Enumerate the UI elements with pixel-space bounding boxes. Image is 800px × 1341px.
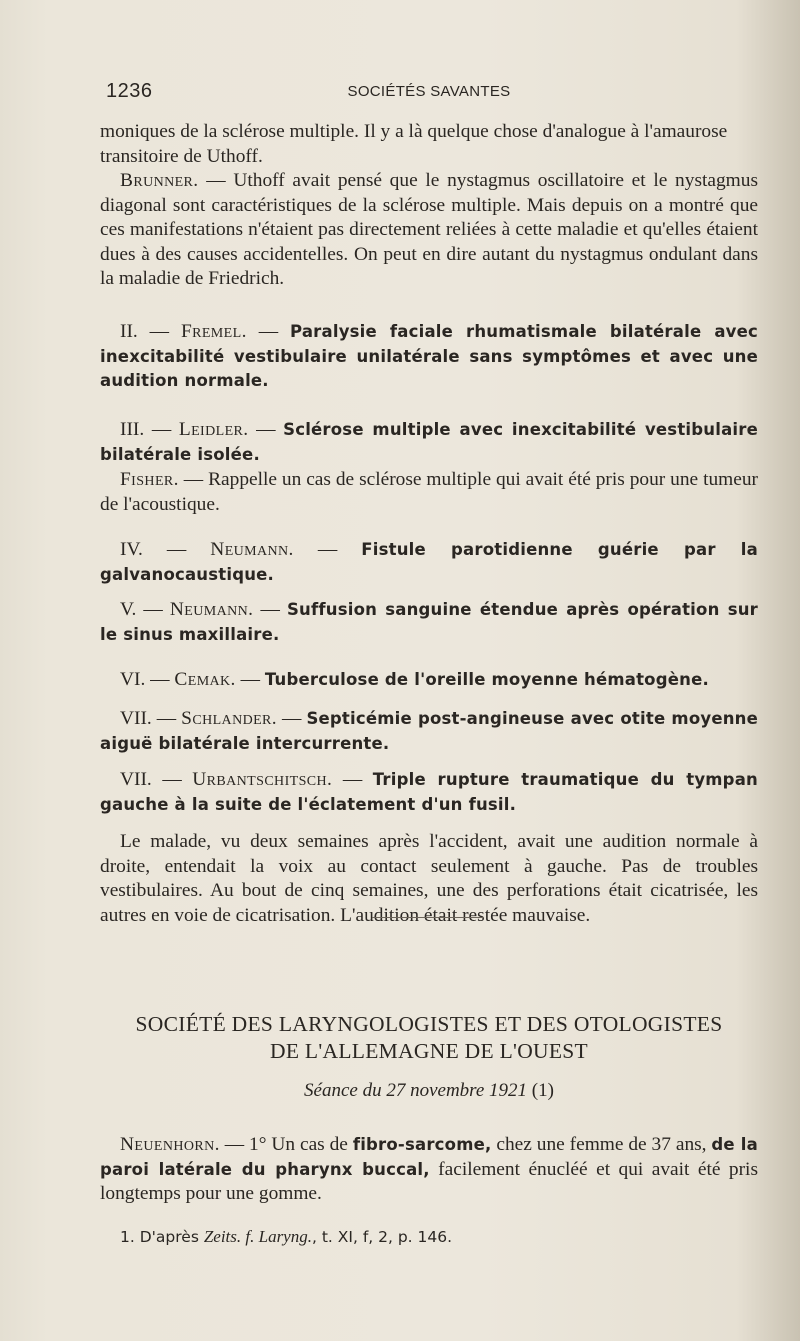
entry-number: II. —	[120, 321, 181, 342]
entry-title: Sclérose multiple avec inexcitabilité vestibulaire bilatérale isolée.	[100, 420, 758, 464]
author-name: Urbantschitsch.	[192, 769, 333, 790]
paragraph-text: — Uthoff avait pensé que le nystagmus oscillatoire et le nystagmus diagonal sont caractéristiques de la sclérose multiple. Mais depuis on a montré que ces manifestations n'étaient pas directement reliées à cette maladie et qu'elles étaient dues à des causes accidentelles. On peut en dire autant du nystagmus ondulant dans la maladie de Friedrich.	[100, 170, 758, 289]
entry-vii	[100, 707, 758, 756]
author-name: Neumann.	[210, 539, 294, 560]
entry-number: VII. —	[120, 708, 182, 729]
separator: —	[277, 708, 307, 729]
entry-number: III. —	[120, 419, 179, 440]
paragraph-text: moniques de la sclérose multiple. Il y a là quelque chose d'analogue à l'amaurose transitoire de Uthoff.	[100, 121, 728, 167]
page-number: 1236	[106, 80, 153, 102]
bold-term: de la paroi latérale du pharynx buccal,	[100, 1135, 759, 1179]
bold-term: fibro-sarcome,	[352, 1135, 492, 1154]
entry-number: V. —	[120, 599, 170, 620]
separator: —	[248, 419, 284, 440]
section-divider	[372, 917, 484, 918]
author-name: Fremel.	[180, 321, 247, 342]
author-name: Cemak.	[174, 669, 236, 690]
paragraph-text: — Rappelle un cas de sclérose multiple qui avait été pris pour une tumeur de l'acoustique.	[100, 469, 758, 515]
footnote-journal: Zeits. f. Laryng.	[203, 1227, 312, 1246]
entry-vi	[100, 668, 758, 693]
entry-title: Septicémie post-angineuse avec otite moyenne aiguë bilatérale intercurrente.	[100, 709, 758, 753]
section-heading-line1: SOCIÉTÉ DES LARYNGOLOGISTES ET DES OTOLOGISTES	[135, 1012, 723, 1036]
separator: —	[246, 321, 290, 342]
session-date	[100, 1080, 758, 1102]
entry-v	[100, 598, 758, 647]
entry-title: Paralysie faciale rhumatismale bilatérale avec inexcitabilité vestibulaire unilatérale sans symptômes et avec une audition normale.	[100, 322, 758, 390]
footnote-suffix: , t. XI, f, 2, p. 146.	[311, 1228, 453, 1246]
paragraph-continuation	[100, 120, 758, 169]
entry-vii-b	[100, 768, 758, 817]
entry-title: Fistule parotidienne guérie par la galvanocaustique.	[100, 540, 758, 584]
entry-number: VII. —	[120, 769, 193, 790]
entry-title: Tuberculose de l'oreille moyenne hématogène.	[264, 670, 709, 689]
separator: —	[293, 539, 362, 560]
author-name: Neuenhorn.	[120, 1134, 220, 1155]
running-title: SOCIÉTÉS SAVANTES	[347, 83, 511, 100]
separator: —	[332, 769, 373, 790]
entry-number: VI. —	[120, 669, 175, 690]
author-name: Fisher.	[120, 469, 179, 490]
section-heading	[100, 1011, 758, 1065]
entry-number: IV. —	[120, 539, 211, 560]
entry-title: Suffusion sanguine étendue après opération sur le sinus maxillaire.	[100, 600, 758, 644]
paragraph-text: chez une femme de 37 ans,	[491, 1134, 712, 1155]
separator: —	[253, 599, 287, 620]
entry-title: Triple rupture traumatique du tympan gauche à la suite de l'éclatement d'un fusil.	[100, 770, 758, 814]
paragraph-fisher	[100, 468, 758, 517]
paragraph-text: facilement énucléé et qui avait été pris longtemps pour une gomme.	[100, 1158, 758, 1204]
section-heading-line2: DE L'ALLEMAGNE DE L'OUEST	[270, 1039, 588, 1063]
footnote	[100, 1227, 758, 1247]
entry-iii	[100, 418, 758, 467]
author-name: Leidler.	[178, 419, 249, 440]
entry-ii	[100, 320, 758, 394]
paragraph-neuenhorn	[100, 1133, 758, 1207]
page-header	[100, 80, 758, 108]
paragraph-text: — 1° Un cas de	[219, 1134, 353, 1155]
paragraph-brunner	[100, 169, 758, 292]
author-name: Schlander.	[181, 708, 278, 729]
footnote-prefix: 1. D'après	[120, 1228, 204, 1246]
session-date-text: Séance du 27 novembre 1921	[304, 1080, 528, 1101]
entry-iv	[100, 538, 758, 587]
author-name: Brunner.	[120, 170, 199, 191]
author-name: Neumann.	[169, 599, 254, 620]
paragraph-text: Le malade, vu deux semaines après l'accident, avait une audition normale à droite, entendait la voix au contact seulement à gauche. Pas de troubles vestibulaires. Au bout de cinq semaines, une des perforations était cicatrisée, les autres en voie de cicatrisation. L'audition était restée mauvaise.	[100, 831, 758, 926]
separator: —	[235, 669, 265, 690]
paragraph-malade	[100, 830, 758, 928]
footnote-reference: (1)	[527, 1080, 554, 1101]
